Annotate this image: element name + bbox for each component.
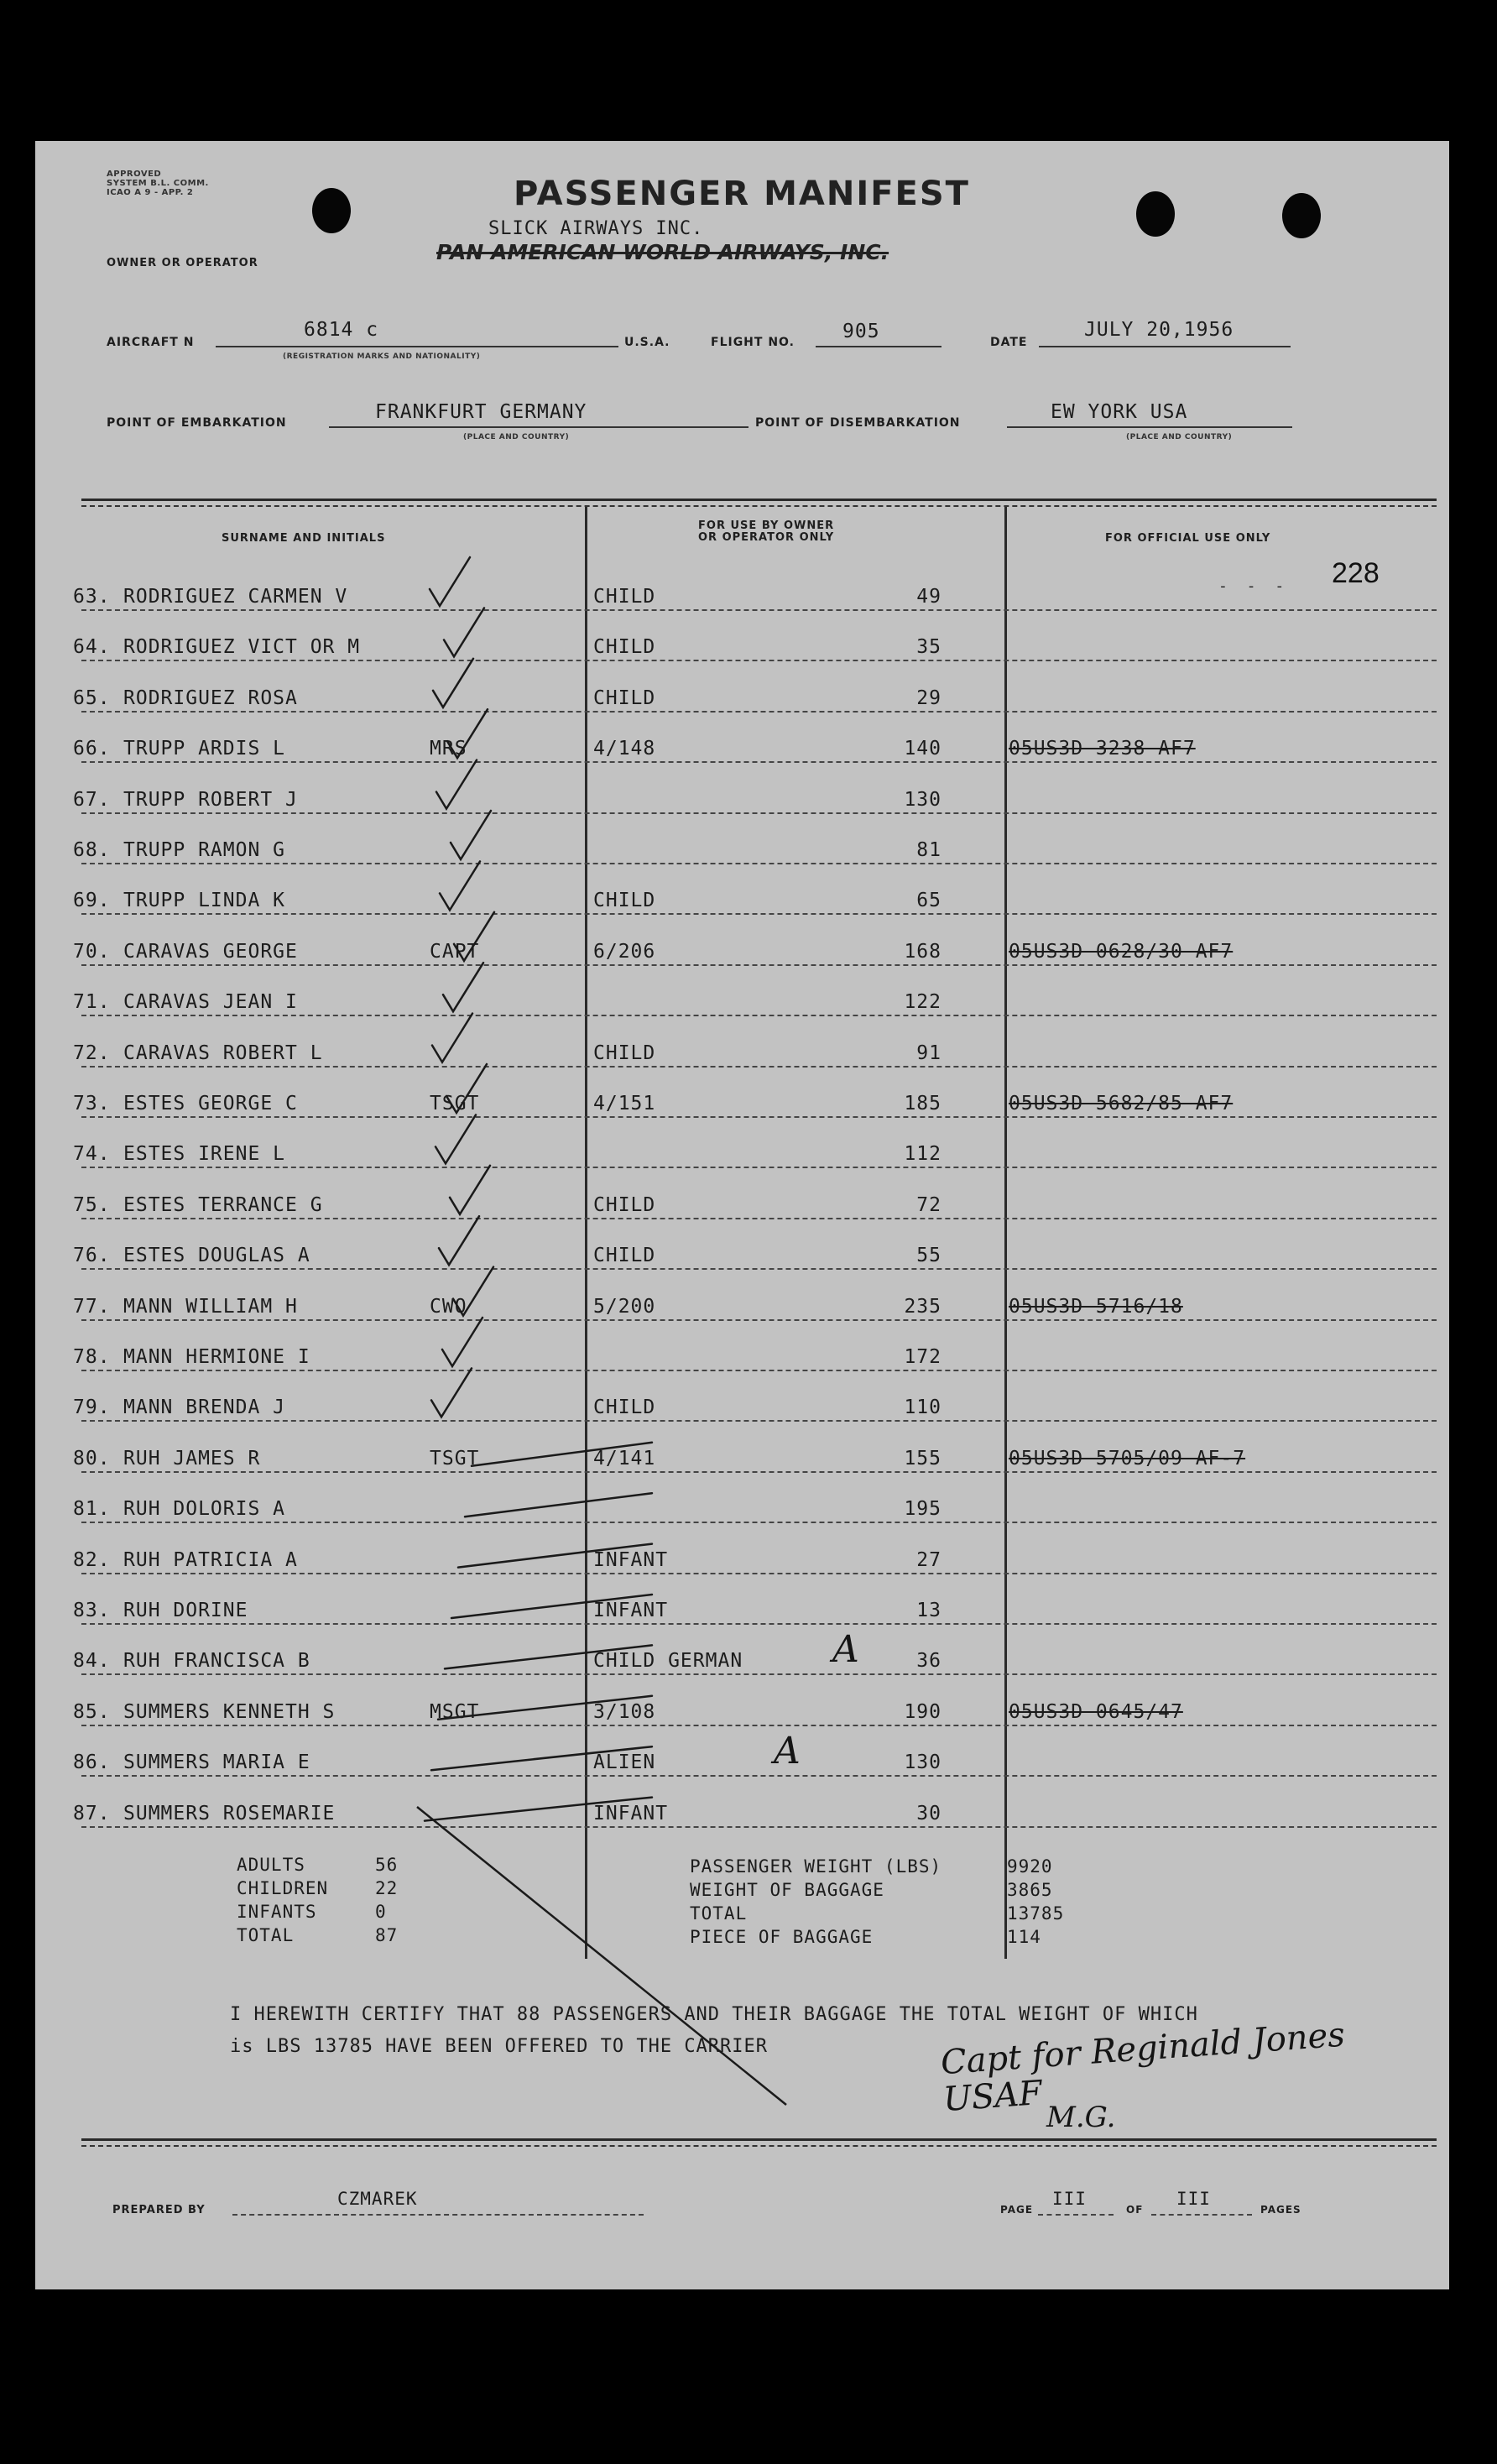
checkmark: [450, 1166, 490, 1214]
checkmark: [453, 1267, 493, 1316]
passenger-category: INFANT: [593, 1548, 669, 1571]
prepared-label: PREPARED BY: [112, 2204, 206, 2216]
total-value: 22: [375, 1878, 399, 1898]
passenger-category: CHILD: [593, 1193, 656, 1216]
passenger-name: RODRIGUEZ CARMEN V: [123, 586, 348, 608]
passenger-name: RUH DORINE: [123, 1600, 248, 1621]
passenger-name: MANN WILLIAM H: [123, 1295, 298, 1318]
passenger-category: ALIEN: [593, 1751, 656, 1774]
tick-strike: [472, 1443, 652, 1466]
page-value: III: [1052, 2189, 1087, 2209]
total-value: 114: [1007, 1927, 1041, 1947]
handwritten-marks: [35, 141, 1449, 2289]
column-header-owner-line: OR OPERATOR ONLY: [698, 531, 835, 544]
checkmark: [436, 760, 477, 809]
passenger-name: TRUPP LINDA K: [123, 890, 286, 912]
total-value: 13785: [1007, 1903, 1065, 1924]
row-number: 82.: [73, 1548, 111, 1571]
total-label: WEIGHT OF BAGGAGE: [690, 1880, 884, 1900]
signature-title: M.G.: [1046, 2101, 1116, 2134]
embark-sub: (PLACE AND COUNTRY): [463, 433, 570, 441]
passenger-weight: 35: [916, 636, 941, 659]
passenger-weight: 13: [916, 1600, 941, 1621]
row-number: 64.: [73, 636, 111, 659]
approval-line: ICAO A 9 - APP. 2: [107, 188, 194, 197]
passenger-name: ESTES TERRANCE G: [123, 1193, 323, 1216]
row-number: 66.: [73, 738, 111, 760]
passenger-category: INFANT: [593, 1802, 669, 1825]
checkmark: [433, 659, 473, 707]
passenger-name: RUH PATRICIA A: [123, 1548, 298, 1571]
checkmark: [447, 709, 488, 758]
disembark-value: EW YORK USA: [1051, 401, 1188, 423]
embark-value: FRANKFURT GERMANY: [375, 401, 587, 423]
tick-strike: [438, 1696, 652, 1720]
passenger-weight: 122: [904, 991, 941, 1014]
row-number: 77.: [73, 1295, 111, 1318]
passenger-name: RODRIGUEZ ROSA: [123, 686, 298, 709]
checkmark: [454, 912, 494, 961]
passenger-category: 4/141: [593, 1447, 656, 1470]
row-number: 67.: [73, 788, 111, 811]
date-label: DATE: [990, 336, 1028, 349]
owner-struck: PAN AMERICAN WORLD AIRWAYS, INC.: [436, 240, 889, 264]
passenger-category: CHILD: [593, 1245, 656, 1267]
page-stamp: 228: [1332, 557, 1380, 589]
passenger-name: SUMMERS MARIA E: [123, 1751, 310, 1774]
row-number: 84.: [73, 1650, 111, 1673]
passenger-weight: 168: [904, 940, 941, 963]
passenger-name: CARAVAS JEAN I: [123, 991, 298, 1014]
approval-line: SYSTEM B.L. COMM.: [107, 179, 209, 188]
official-dashes: - - -: [1218, 577, 1290, 595]
checkmark: [446, 1064, 487, 1113]
row-number: 70.: [73, 940, 111, 963]
passenger-category: CHILD: [593, 1396, 656, 1419]
tick-strike: [425, 1798, 652, 1821]
passenger-weight: 27: [916, 1548, 941, 1571]
total-label: ADULTS: [237, 1855, 305, 1875]
column-header-official: FOR OFFICIAL USE ONLY: [1105, 532, 1271, 545]
total-label: PASSENGER WEIGHT (LBS): [690, 1856, 942, 1877]
row-number: 81.: [73, 1498, 111, 1521]
row-number: 68.: [73, 839, 111, 861]
passenger-name: MANN BRENDA J: [123, 1396, 286, 1419]
row-number: 78.: [73, 1346, 111, 1368]
passenger-weight: 155: [904, 1447, 941, 1470]
checkmark: [436, 1115, 476, 1163]
total-label: CHILDREN: [237, 1878, 329, 1898]
row-number: 79.: [73, 1396, 111, 1419]
row-number: 83.: [73, 1600, 111, 1621]
passenger-name: ESTES GEORGE C: [123, 1093, 298, 1115]
of-value: III: [1176, 2189, 1211, 2209]
passenger-weight: 130: [904, 1751, 941, 1774]
row-number: 73.: [73, 1093, 111, 1115]
total-value: 0: [375, 1902, 387, 1922]
owner-label: OWNER OR OPERATOR: [107, 257, 258, 269]
passenger-name: TRUPP ARDIS L: [123, 738, 286, 760]
passenger-weight: 72: [916, 1193, 941, 1216]
disembark-sub: (PLACE AND COUNTRY): [1126, 433, 1233, 441]
official-use: 05US3D 3238 AF7: [1009, 738, 1196, 760]
table-bottom-rule: [81, 2138, 1437, 2141]
passenger-category: 4/148: [593, 738, 656, 760]
official-use: 05US3D 5682/85 AF7: [1009, 1093, 1234, 1115]
passenger-name: MANN HERMIONE I: [123, 1346, 310, 1368]
passenger-category: 3/108: [593, 1700, 656, 1723]
passenger-name: RODRIGUEZ VICT OR M: [123, 636, 361, 659]
row-number: 76.: [73, 1245, 111, 1267]
embark-label: POINT OF EMBARKATION: [107, 416, 287, 430]
checkmark: [439, 1216, 479, 1265]
prepared-value: CZMAREK: [337, 2189, 418, 2209]
passenger-rank: CAPT: [430, 940, 480, 963]
checkmark: [442, 1318, 482, 1366]
row-number: 80.: [73, 1447, 111, 1470]
nationality: U.S.A.: [624, 336, 670, 349]
approval-line: APPROVED: [107, 170, 162, 179]
alien-mark: A: [774, 1730, 801, 1773]
disembark-label: POINT OF DISEMBARKATION: [755, 416, 961, 430]
passenger-rank: TSGT: [430, 1447, 480, 1470]
passenger-name: ESTES DOUGLAS A: [123, 1245, 310, 1267]
certification-line2: is LBS 13785 HAVE BEEN OFFERED TO THE CARRIER: [230, 2036, 769, 2057]
tick-strike: [451, 1595, 652, 1618]
total-label: INFANTS: [237, 1902, 317, 1922]
total-value: 56: [375, 1855, 399, 1875]
official-use: 05US3D 5705/09 AF-7: [1009, 1447, 1246, 1470]
passenger-name: RUH DOLORIS A: [123, 1498, 286, 1521]
page-label: PAGE: [1000, 2204, 1034, 2216]
checkmark: [440, 861, 480, 910]
checkmark: [451, 811, 491, 859]
total-label: TOTAL: [237, 1925, 295, 1945]
passenger-weight: 190: [904, 1700, 941, 1723]
row-number: 74.: [73, 1143, 111, 1166]
date-value: JULY 20,1956: [1084, 319, 1234, 341]
checkmark: [431, 1368, 472, 1417]
checkmark: [430, 557, 470, 606]
passenger-category: CHILD GERMAN: [593, 1650, 743, 1673]
checkmark: [443, 963, 483, 1011]
checkmark: [444, 608, 484, 656]
passenger-weight: 140: [904, 738, 941, 760]
row-number: 63.: [73, 586, 111, 608]
passenger-weight: 55: [916, 1245, 941, 1267]
column-header-owner-line: FOR USE BY OWNER: [698, 519, 835, 532]
passenger-weight: 65: [916, 890, 941, 912]
tick-strike: [445, 1645, 652, 1668]
aircraft-sub: (REGISTRATION MARKS AND NATIONALITY): [283, 352, 481, 361]
tick-strike: [431, 1746, 652, 1770]
passenger-name: TRUPP ROBERT J: [123, 788, 298, 811]
row-number: 86.: [73, 1751, 111, 1774]
flight-value: 905: [842, 321, 880, 342]
certification-line1: I HEREWITH CERTIFY THAT 88 PASSENGERS AND THEIR BAGGAGE THE TOTAL WEIGHT OF WHICH: [230, 2004, 1198, 2025]
row-number: 75.: [73, 1193, 111, 1216]
passenger-weight: 195: [904, 1498, 941, 1521]
passenger-weight: 29: [916, 686, 941, 709]
passenger-category: CHILD: [593, 636, 656, 659]
table-bottom-rule: [81, 2145, 1437, 2147]
passenger-name: RUH FRANCISCA B: [123, 1650, 310, 1673]
passenger-category: 4/151: [593, 1093, 656, 1115]
passenger-rank: MSGT: [430, 1700, 480, 1723]
row-number: 72.: [73, 1041, 111, 1064]
official-use: 05US3D 0628/30 AF7: [1009, 940, 1234, 963]
diagonal-strike: [417, 1807, 786, 2105]
passenger-name: SUMMERS KENNETH S: [123, 1700, 336, 1723]
pages-label: PAGES: [1260, 2204, 1301, 2216]
passenger-weight: 235: [904, 1295, 941, 1318]
passenger-weight: 185: [904, 1093, 941, 1115]
passenger-weight: 130: [904, 788, 941, 811]
passenger-category: CHILD: [593, 1041, 656, 1064]
passenger-name: SUMMERS ROSEMARIE: [123, 1802, 336, 1825]
owner-typed: SLICK AIRWAYS INC.: [488, 218, 704, 239]
tick-strike: [465, 1493, 652, 1517]
passenger-category: 6/206: [593, 940, 656, 963]
passenger-rank: CWO: [430, 1295, 467, 1318]
total-label: TOTAL: [690, 1903, 748, 1924]
row-number: 65.: [73, 686, 111, 709]
passenger-name: RUH JAMES R: [123, 1447, 261, 1470]
tick-strike: [458, 1544, 652, 1568]
passenger-category: INFANT: [593, 1600, 669, 1621]
passenger-category: CHILD: [593, 890, 656, 912]
of-label: OF: [1126, 2204, 1144, 2216]
row-number: 87.: [73, 1802, 111, 1825]
row-number: 69.: [73, 890, 111, 912]
passenger-weight: 112: [904, 1143, 941, 1166]
flight-label: FLIGHT NO.: [711, 336, 795, 349]
passenger-name: ESTES IRENE L: [123, 1143, 286, 1166]
passenger-rank: MRS: [430, 738, 467, 760]
passenger-weight: 172: [904, 1346, 941, 1368]
signature: Capt for Reginald Jones USAF: [939, 2015, 1347, 2120]
row-number: 85.: [73, 1700, 111, 1723]
total-label: PIECE OF BAGGAGE: [690, 1927, 874, 1947]
passenger-weight: 49: [916, 586, 941, 608]
passenger-weight: 91: [916, 1041, 941, 1064]
aircraft-label: AIRCRAFT N: [107, 336, 195, 349]
total-value: 9920: [1007, 1856, 1053, 1877]
passenger-rank: TSGT: [430, 1093, 480, 1115]
passenger-category: 5/200: [593, 1295, 656, 1318]
official-use: 05US3D 5716/18: [1009, 1295, 1183, 1318]
passenger-category: CHILD: [593, 686, 656, 709]
page-title: PASSENGER MANIFEST: [514, 175, 970, 213]
total-value: 87: [375, 1925, 399, 1945]
passenger-weight: 36: [916, 1650, 941, 1673]
row-number: 71.: [73, 991, 111, 1014]
manifest-page: [35, 141, 1449, 2289]
passenger-weight: 30: [916, 1802, 941, 1825]
alien-mark: A: [832, 1628, 859, 1672]
total-value: 3865: [1007, 1880, 1053, 1900]
passenger-name: TRUPP RAMON G: [123, 839, 286, 861]
passenger-category: CHILD: [593, 586, 656, 608]
passenger-weight: 81: [916, 839, 941, 861]
passenger-name: CARAVAS GEORGE: [123, 940, 298, 963]
checkmark: [432, 1014, 472, 1062]
passenger-name: CARAVAS ROBERT L: [123, 1041, 323, 1064]
passenger-weight: 110: [904, 1396, 941, 1419]
official-use: 05US3D 0645/47: [1009, 1700, 1183, 1723]
column-header-name: SURNAME AND INITIALS: [222, 532, 386, 545]
aircraft-value: 6814 c: [304, 319, 379, 341]
